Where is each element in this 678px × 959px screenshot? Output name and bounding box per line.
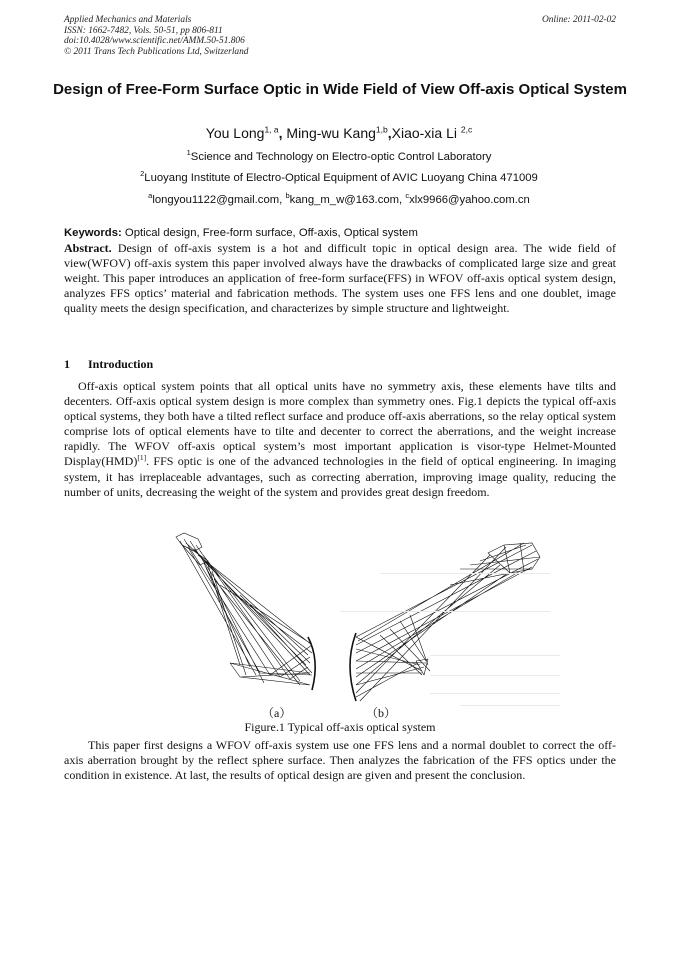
email-mark: b: [285, 191, 290, 201]
figure-label-a: （a）: [262, 706, 292, 720]
figure-1-drawings: [160, 525, 560, 725]
abstract-text: Design of off-axis system is a hot and difficult topic in optical design area. The wide field of view(WFOV) off-axis system this paper involved always have the drawbacks of complicated large size and great weight. This paper introduces an application of free-form surface(FFS) in WFOV off-axis optical system design, analyzes FFS optics’ material and fabrication methods. The system uses one FFS lens and one doublet, image quality meets the design specification, and characterizes by simple structure and lightweight.: [64, 241, 616, 316]
affiliation-mark: 1: [186, 148, 191, 158]
copyright-line: © 2011 Trans Tech Publications Ltd, Switzerland: [64, 46, 249, 57]
online-date: Online: 2011-02-02: [541, 15, 616, 25]
figure-a-ray-trace: [176, 533, 315, 690]
keywords-text: Optical design, Free-form surface, Off-axis, Optical system: [121, 227, 418, 239]
paper-title: Design of Free-Form Surface Optic in Wide Field of View Off-axis Optical System: [53, 81, 627, 98]
author-affil-mark: 2,c: [460, 124, 473, 135]
figure-b-rays: [356, 543, 540, 701]
figure-b-gridlines: [340, 573, 560, 706]
intro-text-2: . FFS optic is one of the advanced technologies in the field of optical engineering. In imaging system, it has irreplaceable advantages, such as correcting aberration, improving image quality, reducing the number of units, decreasing the weight of the system and provides great design freedom.: [64, 454, 616, 499]
author-name: You Long: [205, 125, 265, 141]
affiliation-2: [60, 171, 618, 185]
email-address: xlx9966@yahoo.com.cn: [409, 194, 530, 206]
intro-text-1: Off-axis optical system points that all optical units have no symmetry axis, these elements have tilts and decenters. Off-axis optical system design is more complex than symmetry ones. Fig.1 depicts the typical off-axis optical systems, they both have a tilted reflect surface and produce off-axis aberrations, so the relay optical system comprise lots of optical elements have to tilte and decenter to correct the aberrations, and the weight increase rapidly. The WFOV off-axis optical system’s most important application is visor-type Helmet-Mounted Display(HMD): [64, 379, 616, 469]
keywords: [64, 227, 616, 240]
figure-b-ray-trace: [350, 543, 540, 701]
citation: [1]: [137, 453, 147, 463]
author-name: Xiao-xia Li: [391, 125, 461, 141]
journal-name: Applied Mechanics and Materials: [64, 15, 192, 25]
email-address: longyou1122@gmail.com,: [152, 194, 286, 206]
email-address: kang_m_w@163.com,: [289, 194, 406, 206]
running-header: [64, 15, 616, 57]
affiliation-text: Luoyang Institute of Electro-Optical Equipment of AVIC Luoyang China 471009: [144, 172, 538, 184]
author-affil-mark: 1,b: [375, 124, 388, 135]
affiliation-mark: 2: [140, 169, 145, 179]
abstract: [64, 241, 616, 316]
keywords-label: Keywords:: [64, 227, 122, 239]
section-heading: [64, 357, 153, 372]
intro-paragraph: [64, 379, 616, 500]
closing-paragraph: This paper first designs a WFOV off-axis system use one FFS lens and a normal doublet to correct the off-axis aberration brought by the reflect sphere surface. Then analyzes the fabrication of the FFS optics under the condition in existence. At last, the results of optical design are given and present the conclusion.: [64, 738, 616, 783]
figure-label-b: （b）: [366, 706, 397, 720]
affiliation-1: [60, 150, 618, 164]
figure-a-rays: [180, 539, 312, 685]
issn-line: ISSN: 1662-7482, Vols. 50-51, pp 806-811: [64, 25, 223, 36]
author-separator: ,: [387, 125, 392, 141]
author-separator: ,: [278, 125, 287, 141]
email-line: [60, 193, 618, 207]
doi-line: doi:10.4028/www.scientific.net/AMM.50-51.806: [64, 36, 245, 47]
figure-b-visor: [350, 633, 356, 701]
section-title: Introduction: [88, 357, 154, 371]
affiliation-text: Science and Technology on Electro-optic Control Laboratory: [190, 151, 492, 163]
author-line: [60, 124, 618, 142]
figure-caption: Figure.1 Typical off-axis optical system: [244, 720, 436, 734]
section-number: 1: [64, 357, 70, 371]
email-mark: a: [148, 191, 153, 201]
abstract-label: Abstract.: [64, 241, 112, 255]
author-affil-mark: 1, a: [264, 124, 279, 135]
author-name: Ming-wu Kang: [286, 125, 376, 141]
email-mark: c: [405, 191, 410, 201]
